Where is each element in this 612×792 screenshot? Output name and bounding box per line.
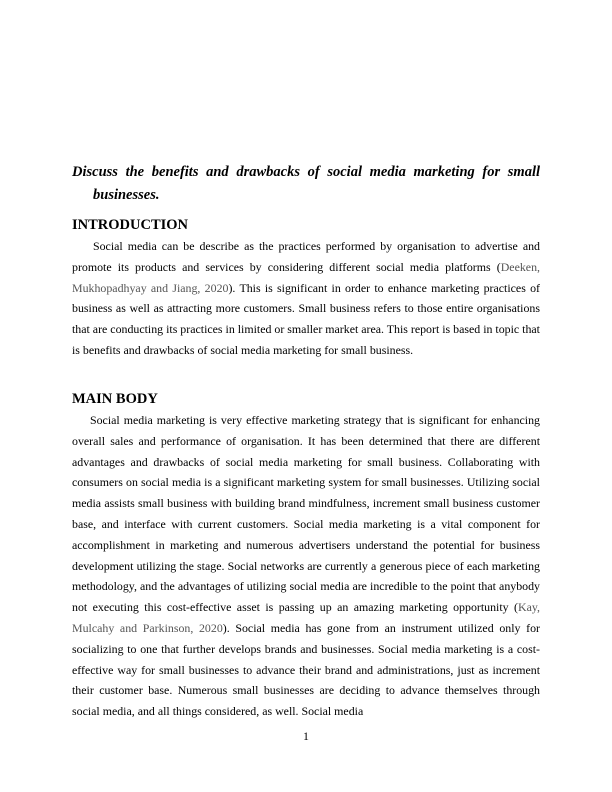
main-body-text-start: Social media marketing is very effective marketing strategy that is significant for enhancing overall sales and performance of organisation. It has been determined that there are different advantages and drawbacks of social media marketing for small business. Collaborating with consumers on social media is a significant marketing system for small businesses. Utilizing social media assists small business with building brand mindfulness, increment small business customer base, and interface with current customers. Social media marketing is a vital component for accomplishment in marketing and numerous advertisers understand the potential for business development utilizing the stage. Social networks are currently a generous piece of each marketing methodology, and the advantages of utilizing social media are incredible to the point that anybody not executing this cost-effective asset is passing up an amazing marketing opportunity ( [72, 413, 540, 615]
introduction-text-end: ). This is significant in order to enhance marketing practices of business as well as attracting more customers. Small business refers to those entire organisations that are conducting its practices in limited or smaller market area. This report is based in topic that is benefits and drawbacks of social media marketing for small business. [72, 280, 541, 357]
main-body-text-end: ). Social media has gone from an instrument utilized only for socializing to one that further develops brands and businesses. Social media marketing is a cost-effective way for small businesses to advance their brand and administrations, just as increment their customer base. Numerous small businesses are deciding to advance themselves through social media, and all things considered, as well. Social media [72, 620, 540, 719]
page-number: 1 [303, 729, 309, 743]
document-title: Discuss the benefits and drawbacks of social media marketing for small businesses. [72, 164, 540, 203]
introduction-text-start: Social media can be describe as the practices performed by organisation to advertise and promote its products and services by considering different social media platforms ( [72, 239, 540, 274]
introduction-heading: INTRODUCTION [72, 217, 189, 233]
main-body-paragraph [72, 410, 540, 722]
main-body-citation: Kay, Mulcahy and Parkinson, 2020 [72, 600, 540, 635]
main-body-heading: MAIN BODY [72, 391, 158, 407]
introduction-citation: Deeken, Mukhopadhyay and Jiang, 2020 [72, 259, 540, 295]
introduction-paragraph [72, 236, 540, 361]
